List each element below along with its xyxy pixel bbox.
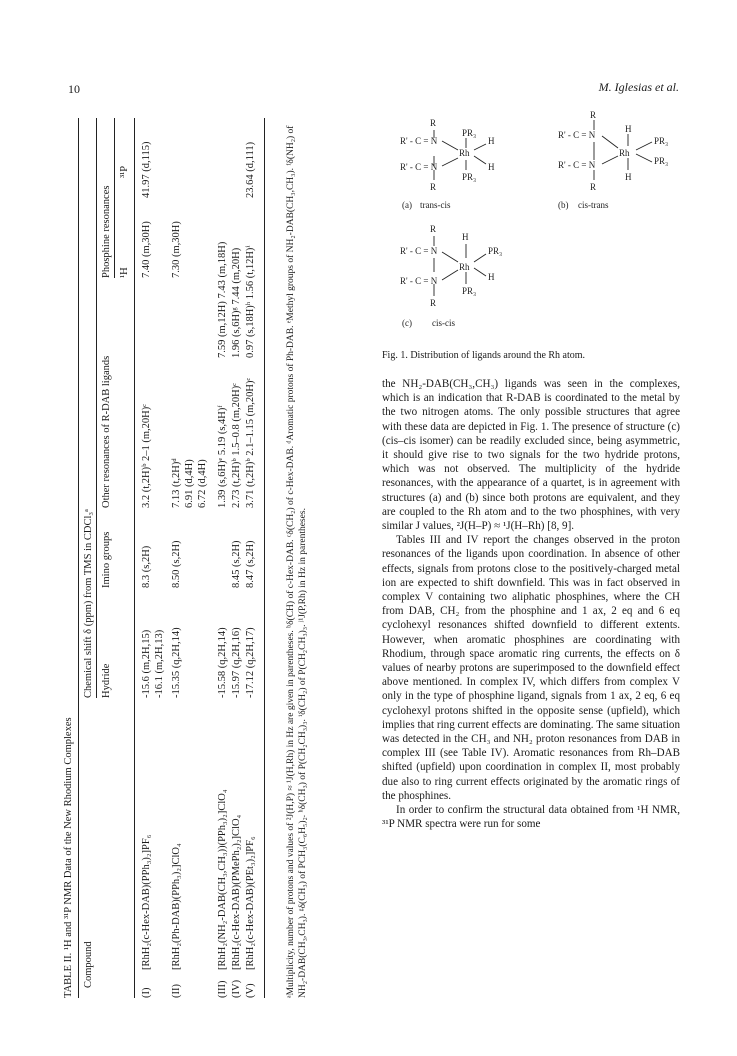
- imino: 8.47 (s,2H): [245, 540, 256, 588]
- other: 1.39 (s,6H)ᵉ 5.19 (s,4H)ᶠ: [217, 405, 228, 508]
- h1: 0.97 (s,18H)ʰ 1.56 (t,12H)ⁱ: [245, 245, 256, 358]
- atom-rp: R' - C = N: [400, 276, 438, 286]
- atom-h: H: [625, 124, 632, 134]
- structure-a-labels: [400, 118, 495, 210]
- label-b: (b): [558, 200, 569, 210]
- other: 7.13 (t,2H)ᵈ: [171, 458, 182, 508]
- atom-rp: R' - C = N: [558, 160, 596, 170]
- imino: 8.50 (s,2H): [171, 540, 182, 588]
- header-hydride: Hydride: [101, 663, 112, 698]
- other: 3.2 (t,2H)ᵇ 2–1 (m,20H)ᶜ: [141, 404, 152, 508]
- p31: 41.97 (d,115): [141, 141, 152, 198]
- h1: 7.59 (m,12H) 7.43 (m,18H): [217, 241, 228, 358]
- header-imino: Imino groups: [101, 531, 112, 588]
- table-caption: TABLE II. ¹H and ³¹P NMR Data of the New Rhodium Complexes: [63, 717, 74, 998]
- atom-rh: Rh: [619, 148, 630, 158]
- paragraph: In order to confirm the structural data obtained from ¹H NMR, ³¹P NMR spectra were run for some: [382, 804, 680, 831]
- header-phosphine: Phosphine resonances: [101, 185, 112, 278]
- header-1h: ¹H: [119, 267, 130, 278]
- hydride: -15.35 (q,2H,14): [171, 627, 182, 698]
- figure-1-structures: [382, 108, 682, 348]
- compound: [RhH₂(c-Hex-DAB)(PEt₃)₂]PF₆: [245, 836, 256, 970]
- atom-r: R: [590, 110, 597, 120]
- row-id: (III): [217, 980, 228, 998]
- compound: [RhH₂(c-Hex-DAB)(PMePh₂)₂]ClO₄: [231, 814, 242, 970]
- structure-c-labels: [400, 224, 502, 328]
- row-id: (IV): [231, 979, 242, 998]
- atom-h: H: [488, 162, 495, 172]
- header-compound: Compound: [83, 941, 94, 988]
- page-number: 10: [68, 82, 80, 96]
- atom-rp: R' - C = N: [400, 136, 438, 146]
- atom-h: H: [488, 272, 495, 282]
- atom-rp: R' - C = N: [558, 130, 596, 140]
- row-id: (II): [171, 984, 182, 998]
- figure-caption: Fig. 1. Distribution of ligands around the Rh atom.: [382, 350, 586, 361]
- label-c-name: cis-cis: [432, 318, 455, 328]
- compound: [RhH₂(c-Hex-DAB)(PPh₃)₂]PF₆: [141, 834, 152, 970]
- h1: 7.40 (m,30H): [141, 221, 152, 278]
- table-footnote: ᵃMultiplicity, number of protons and values of ²J(H,P) ≈ ¹J(H,Rh) in Hz are given in parentheses. ᵇδ(CH) of c-Hex-DAB. ᶜδ(CH₂) of c-Hex-DAB. ᵈAromatic protons of Ph-DAB. ᵉMethyl groups of NH₂-DAB(CH₃,CH₃). ᶠδ(NH₂) of NH₂-DAB(CH₃,CH₃). ᵍδ(CH₃) of PCH₃(C₆H₅)₂. ʰδ(CH₃) of P(CH₂CH₃)₃. ⁱδ(CH₂) of P(CH₂CH₃)₃. ʲ¹J(P,Rh) in Hz in parentheses.: [286, 125, 309, 998]
- atom-h: H: [462, 232, 469, 242]
- atom-r: R: [430, 298, 437, 308]
- atom-pr3: PR₃: [654, 136, 669, 146]
- header-other: Other resonances of R-DAB ligands: [101, 355, 112, 508]
- label-a: (a): [402, 200, 412, 210]
- other: 6.91 (d,4H): [184, 459, 195, 508]
- atom-pr3: PR₃: [462, 128, 477, 138]
- imino: 8.45 (s,2H): [231, 540, 242, 588]
- hydride: -16.1 (m,2H,13): [154, 629, 165, 698]
- atom-pr3: PR₃: [462, 172, 477, 182]
- hydride: -15.6 (m,2H,15): [141, 629, 152, 698]
- running-head: M. Iglesias et al.: [598, 80, 679, 94]
- structure-b-labels: [558, 110, 668, 210]
- label-c: (c): [402, 318, 412, 328]
- atom-pr3: PR₃: [462, 286, 477, 296]
- atom-rp: R' - C = N: [400, 246, 438, 256]
- atom-rp: R' - C = N: [400, 162, 438, 172]
- atom-r: R: [430, 182, 437, 192]
- header-chemical-shift: Chemical shift δ (ppm) from TMS in CDCl₃ᵃ: [83, 509, 94, 698]
- atom-r: R: [430, 118, 437, 128]
- paragraph: the NH₂-DAB(CH₃,CH₃) ligands was seen in the complexes, which is an indication that R-DAB is coordinated to the metal by the two nitrogen atoms. The only possible structures that agree with these data are depicted in Fig. 1. The presence of structure (c) (cis–cis isomer) can be readily excluded since, being asymmetric, it should give rise to two signals for the two hydride protons, which was not observed. The multiplicity of the hydride resonances, with the appearance of a quartet, is in agreement with structures (a) and (b) since both protons are equivalent, and they are coupled to the Rh atom and to the two phosphines, with very similar J values, ²J(H–P) ≈ ¹J(H–Rh) [8, 9].: [382, 378, 680, 533]
- imino: 8.3 (s,2H): [141, 545, 152, 588]
- p31: 23.64 (d,111): [245, 141, 256, 198]
- hydride: -15.58 (q,2H,14): [217, 627, 228, 698]
- other: 3.71 (t,2H)ᵇ 2.1–1.15 (m,20H)ᶜ: [245, 377, 256, 508]
- atom-h: H: [488, 136, 495, 146]
- body-text: [382, 377, 680, 832]
- figure-1: [382, 108, 682, 348]
- atom-r: R: [590, 182, 597, 192]
- hydride: -17.12 (q,2H,17): [245, 627, 256, 698]
- atom-pr3: PR₃: [488, 246, 503, 256]
- compound: [RhH₂(Ph-DAB)(PPh₃)₂]ClO₄: [171, 843, 182, 970]
- label-a-name: trans-cis: [420, 200, 451, 210]
- label-b-name: cis-trans: [578, 200, 609, 210]
- atom-pr3: PR₃: [654, 156, 669, 166]
- atom-rh: Rh: [459, 262, 470, 272]
- compound: [RhH₂(NH₂-DAB(CH₃,CH₃))(PPh₃)₂]ClO₄: [217, 789, 228, 970]
- other: 6.72 (d,4H): [197, 459, 208, 508]
- atom-h: H: [625, 172, 632, 182]
- other: 2.73 (t,2H)ᵇ 1.5–0.8 (m,20H)ᶜ: [231, 383, 242, 508]
- atom-r: R: [430, 224, 437, 234]
- row-id: (I): [141, 987, 152, 998]
- atom-rh: Rh: [459, 148, 470, 158]
- header-31p: ³¹P: [119, 165, 130, 178]
- h1: 1.96 (s,6H)ᵍ 7.44 (m,20H): [231, 247, 242, 358]
- paragraph: Tables III and IV report the changes observed in the proton resonances of the ligands upon coordination. In absence of other effects, signals from protons close to the positively-charged metal ion are expected to shift downfield. This was in fact observed in complex V containing two aliphatic phosphines, where the CH from DAB, CH₂ from the phosphine and 1 ax, 2 eq and 6 eq cyclohexyl resonances shifted downfield to different extents. However, when aromatic phosphines are coordinating with Rhodium, through space aromatic ring currents, the effects on δ values of nearby protons are superimposed to the downfield effect above mentioned. In complex IV, which differs from complex V only in the type of phosphine ligand, signals from 1 ax, 2 eq, 6 eq cyclohexyl protons shifted in the opposite sense (upfield), which implies that ring current effects are dominating. The same situation was detected in the CH₃ and NH₂ proton resonances from DAB in complex III (see Table IV). Aromatic resonances from Rh–DAB shifted (upfield) upon coordination in complex II, most probably due also to ring current effects originated by the aromatic rings of the phosphines.: [382, 534, 680, 802]
- row-id: (V): [245, 983, 256, 998]
- hydride: -15.97 (q,2H,16): [231, 627, 242, 698]
- table-ii: [60, 108, 345, 1008]
- h1: 7.30 (m,30H): [171, 221, 182, 278]
